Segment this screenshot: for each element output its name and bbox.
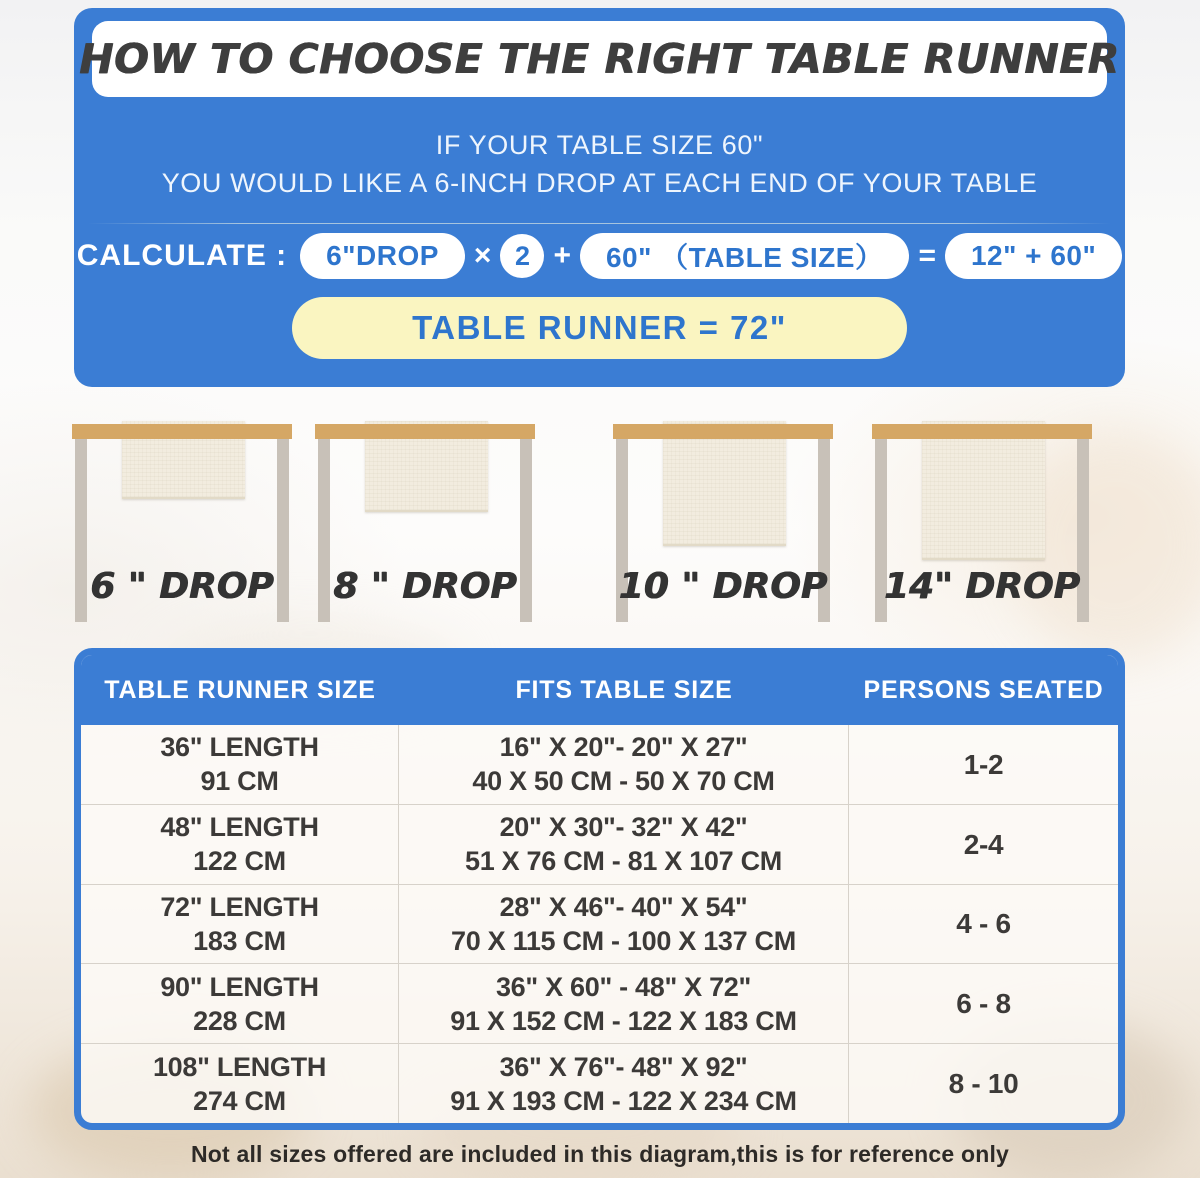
plus-symbol: + <box>553 239 571 272</box>
column-header-persons: PERSONS SEATED <box>863 675 1104 704</box>
tabletop <box>613 424 833 439</box>
drop-label: 10 " DROP <box>618 566 828 607</box>
runner-size-cell <box>81 964 399 1043</box>
runner-size-inch: 108" LENGTH <box>152 1051 327 1082</box>
fits-cm: 70 X 115 CM - 100 X 137 CM <box>451 925 796 956</box>
table-row <box>81 725 1118 805</box>
table-figure-6-inch <box>72 421 292 661</box>
page-title: HOW TO CHOOSE THE RIGHT TABLE RUNNER <box>79 35 1120 83</box>
fits-inch: 20" X 30"- 32" X 42" <box>499 812 748 843</box>
runner-size-cm: 228 CM <box>193 1005 286 1036</box>
column-header-fits-table: FITS TABLE SIZE <box>515 675 733 704</box>
tabletop <box>72 424 292 439</box>
divider <box>88 223 1111 224</box>
fits-inch: 16" X 20"- 20" X 27" <box>499 732 748 763</box>
calculation-formula <box>74 233 1125 279</box>
drop-label: 8 " DROP <box>333 566 517 607</box>
header-panel <box>74 8 1125 387</box>
fits-cm: 91 X 193 CM - 122 X 234 CM <box>450 1085 797 1116</box>
persons-count: 1-2 <box>963 748 1004 780</box>
fits-table-cell <box>399 885 849 964</box>
runner-size-cell <box>81 885 399 964</box>
runner-size-cell <box>81 805 399 884</box>
fits-inch: 36" X 60" - 48" X 72" <box>495 971 752 1002</box>
table-row <box>81 964 1118 1044</box>
runner-size-cell <box>81 1044 399 1123</box>
runner-size-cm: 122 CM <box>193 846 286 877</box>
tabletop <box>872 424 1092 439</box>
table-figure-14-inch <box>872 421 1092 661</box>
fits-table-cell <box>399 805 849 884</box>
fits-cm: 91 X 152 CM - 122 X 183 CM <box>450 1005 797 1036</box>
column-header-runner-size: TABLE RUNNER SIZE <box>104 675 376 704</box>
result-pill: 12" + 60" <box>945 233 1122 279</box>
tabletop <box>315 424 535 439</box>
fits-table-cell <box>399 725 849 804</box>
subtitle-line-1: IF YOUR TABLE SIZE 60" <box>435 130 764 160</box>
runner-total-pill: TABLE RUNNER = 72" <box>292 297 907 359</box>
persons-cell <box>849 725 1118 804</box>
table-figure-10-inch <box>613 421 833 661</box>
persons-cell <box>849 1044 1118 1123</box>
table-runner-cloth <box>663 421 786 546</box>
size-chart-body <box>81 725 1118 1123</box>
runner-size-cell <box>81 725 399 804</box>
runner-size-inch: 48" LENGTH <box>160 812 319 843</box>
reference-disclaimer: Not all sizes offered are included in this diagram,this is for reference only <box>190 1141 1010 1167</box>
drop-label: 14" DROP <box>884 566 1080 607</box>
multiplier-badge: 2 <box>500 234 544 278</box>
table-runner-cloth <box>922 421 1045 560</box>
fits-cm: 51 X 76 CM - 81 X 107 CM <box>465 846 782 877</box>
fits-table-cell <box>399 1044 849 1123</box>
title-card <box>79 21 1120 97</box>
runner-size-cm: 183 CM <box>193 925 286 956</box>
persons-count: 2-4 <box>963 828 1004 860</box>
table-row <box>81 885 1118 965</box>
persons-cell <box>849 885 1118 964</box>
subtitle-line-2: YOU WOULD LIKE A 6-INCH DROP AT EACH END OF YOUR TABLE <box>161 168 1038 198</box>
drop-label: 6 " DROP <box>90 566 274 607</box>
persons-count: 8 - 10 <box>948 1067 1019 1099</box>
persons-count: 6 - 8 <box>956 988 1011 1020</box>
equals-symbol: = <box>918 239 936 272</box>
calculate-label: CALCULATE : <box>76 239 288 272</box>
persons-count: 4 - 6 <box>956 908 1011 940</box>
persons-cell <box>849 964 1118 1043</box>
runner-size-inch: 36" LENGTH <box>160 732 319 763</box>
runner-size-cm: 91 CM <box>200 766 279 797</box>
table-size-pill: 60" （TABLE SIZE） <box>580 233 909 279</box>
table-row <box>81 1044 1118 1123</box>
multiply-symbol: × <box>473 239 492 272</box>
size-chart-header <box>81 655 1118 725</box>
fits-cm: 40 X 50 CM - 50 X 70 CM <box>472 766 775 797</box>
runner-size-inch: 90" LENGTH <box>160 971 319 1002</box>
drop-value-pill: 6"DROP <box>300 233 465 279</box>
table-figure-8-inch <box>315 421 535 661</box>
runner-size-inch: 72" LENGTH <box>160 891 319 922</box>
table-row <box>81 805 1118 885</box>
fits-inch: 28" X 46"- 40" X 54" <box>499 891 748 922</box>
runner-size-cm: 274 CM <box>193 1085 286 1116</box>
fits-inch: 36" X 76"- 48" X 92" <box>499 1051 748 1082</box>
persons-cell <box>849 805 1118 884</box>
size-chart-panel <box>74 648 1125 1130</box>
fits-table-cell <box>399 964 849 1043</box>
